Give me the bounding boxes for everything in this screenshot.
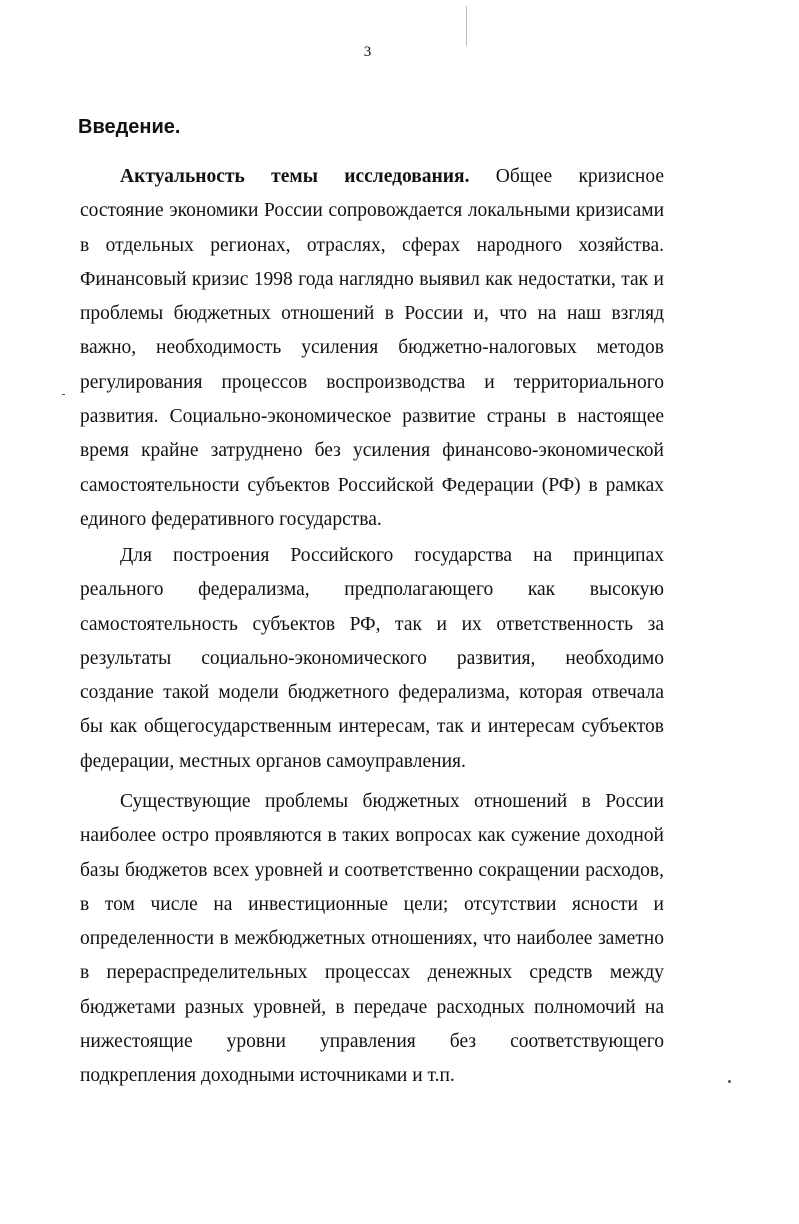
page-number: 3 [363,44,372,60]
paragraph-text: Существующие проблемы бюджетных отношений в России наиболее остро проявляются в таких вопросах как сужение доходной базы бюджетов всех уровней и соответственно сокращении расходов, в том числе на инвестиционные цели; отсутствии ясности и определенности в межбюджетных отношениях, что наиболее заметно в перераспределительных процессах денежных средств между бюджетами разных уровней, в передаче расходных полномочий на нижестоящие уровни управления без соответствующего подкрепления доходными источниками и т.п. [80,791,664,1087]
paragraph-problems [80,785,664,1094]
paragraph-lead: Актуальность темы исследования. [120,166,470,187]
scan-speck [466,6,467,46]
paragraph-federalism [80,539,664,779]
paragraph-text: Общее кризисное состояние экономики России сопровождается локальными кризисами в отдельных регионах, отраслях, сферах народного хозяйства. Финансовый кризис 1998 года наглядно выявил как недостатки, так и проблемы бюджетных отношений в России и, что на наш взгляд важно, необходимость усиления бюджетно-налоговых методов регулирования процессов воспроизводства и территориального развития. Социально-экономическое развитие страны в настоящее время крайне затруднено без усиления финансово-экономической самостоятельности субъектов Российской Федерации (РФ) в рамках единого федеративного государства. [80,166,664,530]
paragraph-text: Для построения Российского государства на принципах реального федерализма, предполагающего как высокую самостоятельность субъектов РФ, так и их ответственность за результаты социально-экономического развития, необходимо создание такой модели бюджетного федерализма, которая отвечала бы как общегосударственным интересам, так и интересам субъектов федерации, местных органов самоуправления. [80,545,664,772]
scan-speck [728,1080,731,1083]
section-heading: Введение. [78,116,181,138]
scan-speck [62,394,65,395]
paragraph-relevance [80,160,664,537]
